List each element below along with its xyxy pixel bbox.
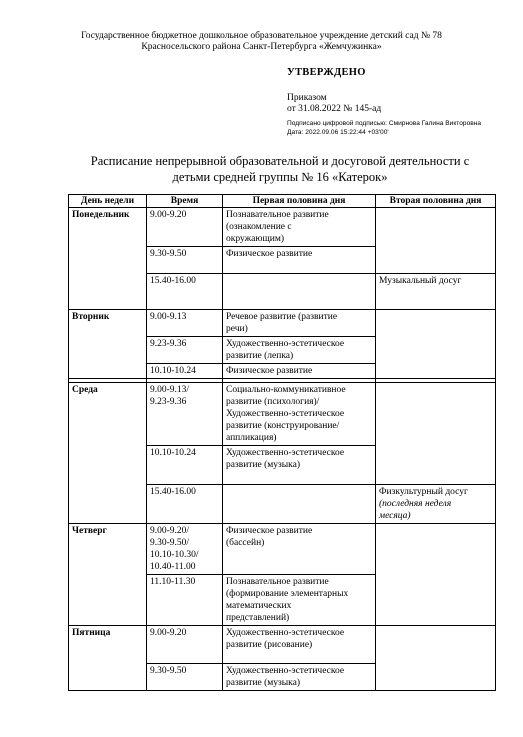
table-row [69, 208, 496, 247]
time-line: 9.00-9.20/ [150, 526, 190, 536]
time-line: 9.23-9.36 [150, 397, 187, 407]
schedule-title-line2: детьми средней группы № 16 «Катерок» [172, 170, 388, 184]
activity-line: речи) [226, 324, 248, 334]
first-half-cell [223, 274, 376, 310]
table-row [69, 524, 496, 575]
time-cell [147, 524, 223, 575]
first-half-cell [223, 446, 376, 485]
second-half-cell [376, 524, 496, 626]
activity-line: развитие (музыка) [226, 678, 301, 688]
first-half-cell [223, 337, 376, 364]
second-half-cell [376, 310, 496, 379]
time-line: 9.30-9.50/ [150, 538, 190, 548]
schedule-title-line1: Расписание непрерывной образовательной и досуговой деятельности с [90, 154, 470, 168]
header-first-half: Первая половина дня [223, 195, 376, 208]
header-day: День недели [69, 195, 147, 208]
activity-note: месяца) [379, 511, 411, 521]
first-half-cell [223, 208, 376, 247]
activity-line: (бассейн) [226, 538, 265, 548]
first-half-cell: Физическое развитие [223, 364, 376, 379]
table-row [69, 310, 496, 337]
activity-line: Художественно-эстетическое [226, 628, 345, 638]
first-half-cell [223, 524, 376, 575]
order-label: Приказом [287, 93, 327, 103]
organization-name-line2: Красносельского района Санкт-Петербурга «Жемчужинка» [141, 42, 382, 52]
second-half-cell [376, 485, 496, 524]
day-wednesday: Среда [69, 383, 147, 524]
time-cell: 9.23-9.36 [147, 337, 223, 364]
time-cell: 10.10-10.24 [147, 446, 223, 485]
time-line: 9.00-9.13/ [150, 385, 190, 395]
activity-line: математических [226, 601, 292, 611]
first-half-cell [223, 664, 376, 691]
digital-signature-line: Подписано цифровой подписью: Смирнова Галина Викторовна [287, 120, 482, 127]
day-thursday: Четверг [69, 524, 147, 626]
first-half-cell [223, 575, 376, 626]
time-cell: 9.30-9.50 [147, 247, 223, 274]
activity-line: Физкультурный досуг [379, 487, 468, 497]
activity-line: представлений) [226, 613, 290, 623]
activity-line: Познавательное развитие [226, 577, 329, 587]
first-half-cell [223, 626, 376, 664]
first-half-cell [223, 383, 376, 446]
time-cell: 9.30-9.50 [147, 664, 223, 691]
activity-line: Художественно-эстетическое [226, 448, 345, 458]
activity-line: развитие (лепка) [226, 351, 294, 361]
second-half-cell [376, 383, 496, 485]
order-number-date: от 31.08.2022 № 145-ад [287, 104, 382, 114]
digital-signature-date: Дата: 2022.09.06 15:22:44 +03'00' [287, 129, 389, 136]
activity-line: (ознакомление с [226, 222, 292, 232]
table-header-row [69, 195, 496, 208]
organization-name-line1: Государственное бюджетное дошкольное образовательное учреждение детский сад № 78 [81, 31, 442, 41]
time-line: 10.40-11.00 [150, 562, 196, 572]
first-half-cell: Физическое развитие [223, 247, 376, 274]
time-cell: 11.10-11.30 [147, 575, 223, 626]
day-monday: Понедельник [69, 208, 147, 310]
second-half-cell: Музыкальный досуг [376, 274, 496, 310]
table-row [69, 383, 496, 446]
first-half-cell [223, 485, 376, 524]
activity-line: аппликация) [226, 433, 277, 443]
time-cell [147, 383, 223, 446]
activity-line: развитие (рисование) [226, 640, 313, 650]
time-cell: 10.10-10.24 [147, 364, 223, 379]
time-cell: 15.40-16.00 [147, 485, 223, 524]
approved-stamp: УТВЕРЖДЕНО [287, 67, 366, 78]
header-time: Время [147, 195, 223, 208]
activity-line: окружающим) [226, 234, 285, 244]
table-row [69, 626, 496, 664]
activity-line: Художественно-эстетическое [226, 409, 345, 419]
schedule-table [68, 194, 496, 691]
time-line: 10.10-10.30/ [150, 550, 199, 560]
activity-note: (последняя неделя [379, 499, 452, 509]
activity-line: развитие (конструирование/ [226, 421, 340, 431]
day-tuesday: Вторник [69, 310, 147, 379]
second-half-cell [376, 626, 496, 691]
time-cell: 15.40-16.00 [147, 274, 223, 310]
time-cell: 9.00-9.20 [147, 208, 223, 247]
activity-line: развитие (музыка) [226, 460, 301, 470]
first-half-cell [223, 310, 376, 337]
activity-line: Художественно-эстетическое [226, 339, 345, 349]
activity-line: (формирование элементарных [226, 589, 349, 599]
activity-line: развитие (психология)/ [226, 397, 320, 407]
header-second-half: Вторая половина дня [376, 195, 496, 208]
activity-line: Социально-коммуникативное [226, 385, 346, 395]
time-cell: 9.00-9.20 [147, 626, 223, 664]
second-half-cell [376, 208, 496, 274]
activity-line: Физическое развитие [226, 526, 313, 536]
activity-line: Речевое развитие (развитие [226, 312, 338, 322]
activity-line: Познавательное развитие [226, 210, 329, 220]
day-friday: Пятница [69, 626, 147, 691]
time-cell: 9.00-9.13 [147, 310, 223, 337]
activity-line: Художественно-эстетическое [226, 666, 345, 676]
